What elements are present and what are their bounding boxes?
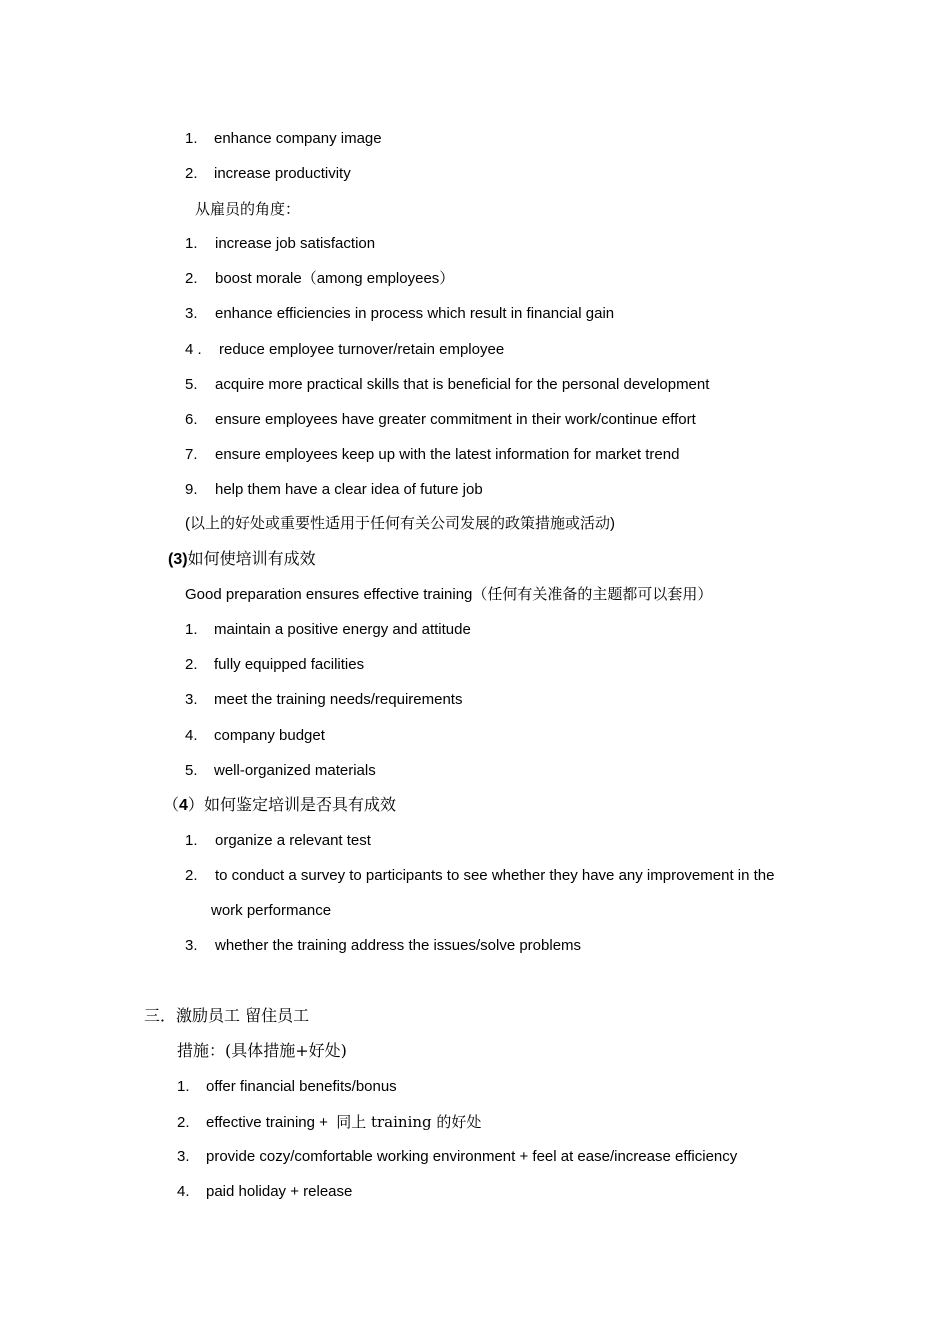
section-paren-close: ）	[187, 795, 204, 814]
list-item	[185, 690, 462, 710]
list-number: 3.	[177, 1148, 190, 1165]
list-item-continuation	[211, 901, 331, 921]
list-text: whether the training address the issues/solve problems	[215, 937, 582, 954]
list-item	[185, 129, 382, 149]
list-item	[185, 445, 679, 465]
list-text: enhance company image	[214, 130, 382, 147]
list-text: offer financial benefits/bonus	[206, 1078, 397, 1095]
list-number: 4.	[177, 1183, 190, 1200]
section-marker: 4	[179, 797, 188, 814]
list-item	[185, 480, 483, 500]
list-number: 1.	[185, 621, 198, 638]
benefits-note: (以上的好处或重要性适用于任何有关公司发展的政策措施或活动)	[185, 515, 615, 532]
list-text: maintain a positive energy and attitude	[214, 621, 471, 638]
list-text: to conduct a survey to participants to see whether they have any improvement in the	[215, 867, 775, 884]
list-number: 2.	[185, 270, 198, 287]
list-text-cn: 同上 training 的好处	[336, 1113, 482, 1131]
list-item	[185, 655, 364, 675]
list-item	[185, 304, 614, 324]
list-item	[185, 340, 504, 360]
list-number: 1.	[185, 130, 198, 147]
list-number: 1.	[185, 832, 198, 849]
measures-label: 措施：(具体措施+好处)	[177, 1041, 347, 1060]
list-number: 2.	[185, 165, 198, 182]
section-heading	[168, 549, 316, 570]
list-number: 1.	[185, 235, 198, 252]
list-text: increase productivity	[214, 165, 351, 182]
list-item	[185, 620, 471, 640]
list-number: 9.	[185, 481, 198, 498]
section-title: 如何鉴定培训是否具有成效	[203, 795, 396, 814]
list-item	[185, 761, 376, 781]
list-number: 3.	[185, 937, 198, 954]
list-number: 2.	[185, 656, 198, 673]
list-item	[185, 936, 581, 956]
list-item	[185, 269, 454, 289]
employee-perspective-heading: 从雇员的角度：	[195, 200, 301, 218]
list-number: 4 .	[185, 341, 202, 358]
list-number: 4.	[185, 727, 198, 744]
list-text: reduce employee turnover/retain employee	[219, 341, 505, 358]
list-text: increase job satisfaction	[215, 235, 376, 252]
section-title: 如何使培训有成效	[187, 549, 316, 568]
list-number: 6.	[185, 411, 198, 428]
list-text: company budget	[214, 727, 325, 744]
list-text: help them have a clear idea of future job	[215, 481, 483, 498]
list-text: work performance	[211, 902, 332, 919]
list-item	[185, 831, 371, 851]
list-item	[185, 234, 375, 254]
list-text: ensure employees keep up with the latest information for market trend	[215, 446, 680, 463]
list-number: 5.	[185, 376, 198, 393]
list-number: 1.	[177, 1078, 190, 1095]
list-number: 3.	[185, 691, 198, 708]
list-text: paid holiday + release	[206, 1183, 353, 1200]
list-text: ensure employees have greater commitment in their work/continue effort	[215, 411, 696, 428]
list-number: 2.	[177, 1114, 190, 1131]
list-item	[177, 1147, 737, 1167]
list-item	[177, 1182, 352, 1202]
list-item	[185, 866, 774, 886]
list-text: enhance efficiencies in process which result in financial gain	[215, 305, 615, 322]
list-number: 2.	[185, 867, 198, 884]
list-item	[185, 375, 709, 395]
list-item	[177, 1112, 481, 1133]
list-text: acquire more practical skills that is beneficial for the personal development	[215, 376, 710, 393]
section-intro: Good preparation ensures effective training（任何有关准备的主题都可以套用）	[185, 586, 713, 603]
list-item	[185, 726, 325, 746]
section-paren-open: （	[163, 795, 180, 814]
list-text: provide cozy/comfortable working environment + feel at ease/increase efficiency	[206, 1148, 738, 1165]
list-text: well-organized materials	[214, 762, 376, 779]
list-text: boost morale（among employees）	[215, 270, 455, 287]
section-heading	[163, 795, 396, 816]
part-heading: 三．激励员工 留住员工	[144, 1006, 310, 1025]
list-text: organize a relevant test	[215, 832, 371, 849]
list-number: 7.	[185, 446, 198, 463]
section-marker: (3)	[168, 551, 188, 568]
list-item	[185, 164, 351, 184]
list-item	[177, 1077, 397, 1097]
list-text: effective training +	[206, 1114, 337, 1131]
list-number: 3.	[185, 305, 198, 322]
list-number: 5.	[185, 762, 198, 779]
list-text: fully equipped facilities	[214, 656, 365, 673]
list-text: meet the training needs/requirements	[214, 691, 463, 708]
list-item	[185, 410, 696, 430]
